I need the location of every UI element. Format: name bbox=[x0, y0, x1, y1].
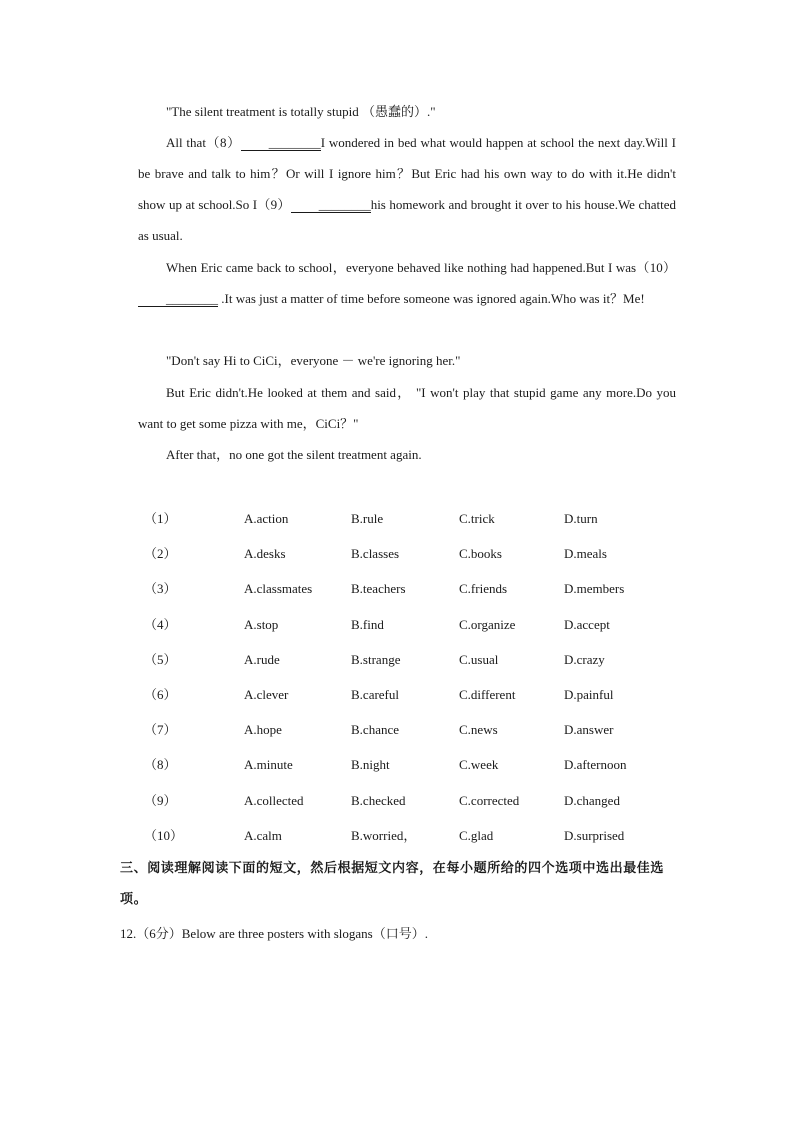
option-b: B.find bbox=[351, 616, 384, 632]
option-c: C.trick bbox=[459, 511, 495, 526]
option-row bbox=[138, 787, 698, 822]
option-row bbox=[138, 681, 698, 716]
option-c: C.friends bbox=[459, 581, 508, 597]
option-c: C.glad bbox=[459, 827, 494, 843]
option-d: D.changed bbox=[564, 792, 620, 808]
option-c: C.corrected bbox=[459, 792, 520, 808]
option-d: D.meals bbox=[564, 546, 607, 562]
question-number: （4） bbox=[144, 616, 177, 632]
answer-options-table bbox=[138, 505, 698, 857]
option-a: A.clever bbox=[244, 686, 289, 702]
option-d: D.members bbox=[564, 581, 625, 597]
option-a: A.calm bbox=[244, 827, 282, 843]
option-c: C.books bbox=[459, 546, 502, 562]
answer-blank-9: ________ bbox=[291, 198, 371, 213]
option-c: C.usual bbox=[459, 651, 499, 667]
answer-blank-10: ________ bbox=[138, 292, 218, 307]
option-row bbox=[138, 611, 698, 646]
question-12-prompt: 12.（6分）Below are three posters with slogans（口号）. bbox=[120, 926, 428, 941]
option-d: D.crazy bbox=[564, 651, 605, 667]
option-a: A.minute bbox=[244, 757, 293, 773]
question-number: （1） bbox=[144, 511, 177, 526]
question-number: （6） bbox=[144, 686, 177, 702]
option-d: D.surprised bbox=[564, 827, 625, 843]
option-b: B.night bbox=[351, 757, 390, 773]
text-segment: .It was just a matter of time before someone was ignored again.Who was it？Me! bbox=[218, 291, 645, 306]
option-b: B.worried， bbox=[351, 827, 417, 843]
text-segment: All that（8） bbox=[166, 135, 241, 150]
option-a: A.rude bbox=[244, 651, 280, 667]
question-number: （2） bbox=[144, 546, 177, 562]
question-number: （7） bbox=[144, 722, 177, 738]
option-row bbox=[138, 822, 698, 857]
text-segment: his homework and brought it over to his house.We chatted as usual. bbox=[138, 197, 676, 243]
option-a: A.collected bbox=[244, 792, 304, 808]
option-c: C.news bbox=[459, 722, 498, 738]
option-b: B.classes bbox=[351, 546, 400, 562]
option-b: B.checked bbox=[351, 792, 406, 808]
quote-dont-say-hi: "Don't say Hi to CiCi，everyone － we're ignoring her." bbox=[166, 353, 461, 368]
option-d: D.turn bbox=[564, 511, 598, 526]
option-b: B.teachers bbox=[351, 581, 406, 597]
option-b: B.rule bbox=[351, 511, 384, 526]
option-a: A.action bbox=[244, 511, 289, 526]
option-b: B.careful bbox=[351, 686, 400, 702]
option-row bbox=[138, 716, 698, 751]
paragraph-all-that bbox=[138, 127, 676, 251]
option-d: D.accept bbox=[564, 616, 610, 632]
quote-silent-treatment: "The silent treatment is totally stupid （愚蠢的）." bbox=[166, 104, 436, 119]
option-row bbox=[138, 505, 698, 540]
question-number: （5） bbox=[144, 651, 177, 667]
option-c: C.organize bbox=[459, 616, 516, 632]
paragraph-but-eric: But Eric didn't.He looked at them and said， "I won't play that stupid game any more.Do you want to get some pizza with me，CiCi？" bbox=[138, 385, 676, 431]
option-a: A.desks bbox=[244, 546, 286, 562]
option-row bbox=[138, 646, 698, 681]
section-heading-reading: 三、阅读理解阅读下面的短文，然后根据短文内容，在每小题所给的四个选项中选出最佳选项。 bbox=[120, 861, 665, 907]
paragraph-when-eric bbox=[138, 252, 676, 314]
option-b: B.strange bbox=[351, 651, 401, 667]
text-segment: I wondered in bed what would happen at school the next day.Will I be brave and talk to him？Or will I ignore him？But Eric had his own way to do with it.He didn't show up at school.So I（9） bbox=[138, 135, 676, 212]
option-row bbox=[138, 575, 698, 610]
option-row bbox=[138, 540, 698, 575]
option-d: D.painful bbox=[564, 686, 614, 702]
question-number: （8） bbox=[144, 757, 177, 773]
text-segment: When Eric came back to school，everyone behaved like nothing had happened.But I was（10） bbox=[166, 260, 676, 275]
question-number: （9） bbox=[144, 792, 177, 808]
question-number: （10） bbox=[144, 827, 184, 843]
answer-blank-8: ________ bbox=[241, 136, 321, 151]
option-c: C.week bbox=[459, 757, 499, 773]
option-d: D.afternoon bbox=[564, 757, 627, 773]
paragraph-after-that: After that，no one got the silent treatment again. bbox=[166, 447, 422, 462]
option-d: D.answer bbox=[564, 722, 614, 738]
option-row bbox=[138, 751, 698, 786]
option-a: A.stop bbox=[244, 616, 279, 632]
question-number: （3） bbox=[144, 581, 177, 597]
option-a: A.hope bbox=[244, 722, 282, 738]
option-a: A.classmates bbox=[244, 581, 313, 597]
option-b: B.chance bbox=[351, 722, 400, 738]
option-c: C.different bbox=[459, 686, 516, 702]
